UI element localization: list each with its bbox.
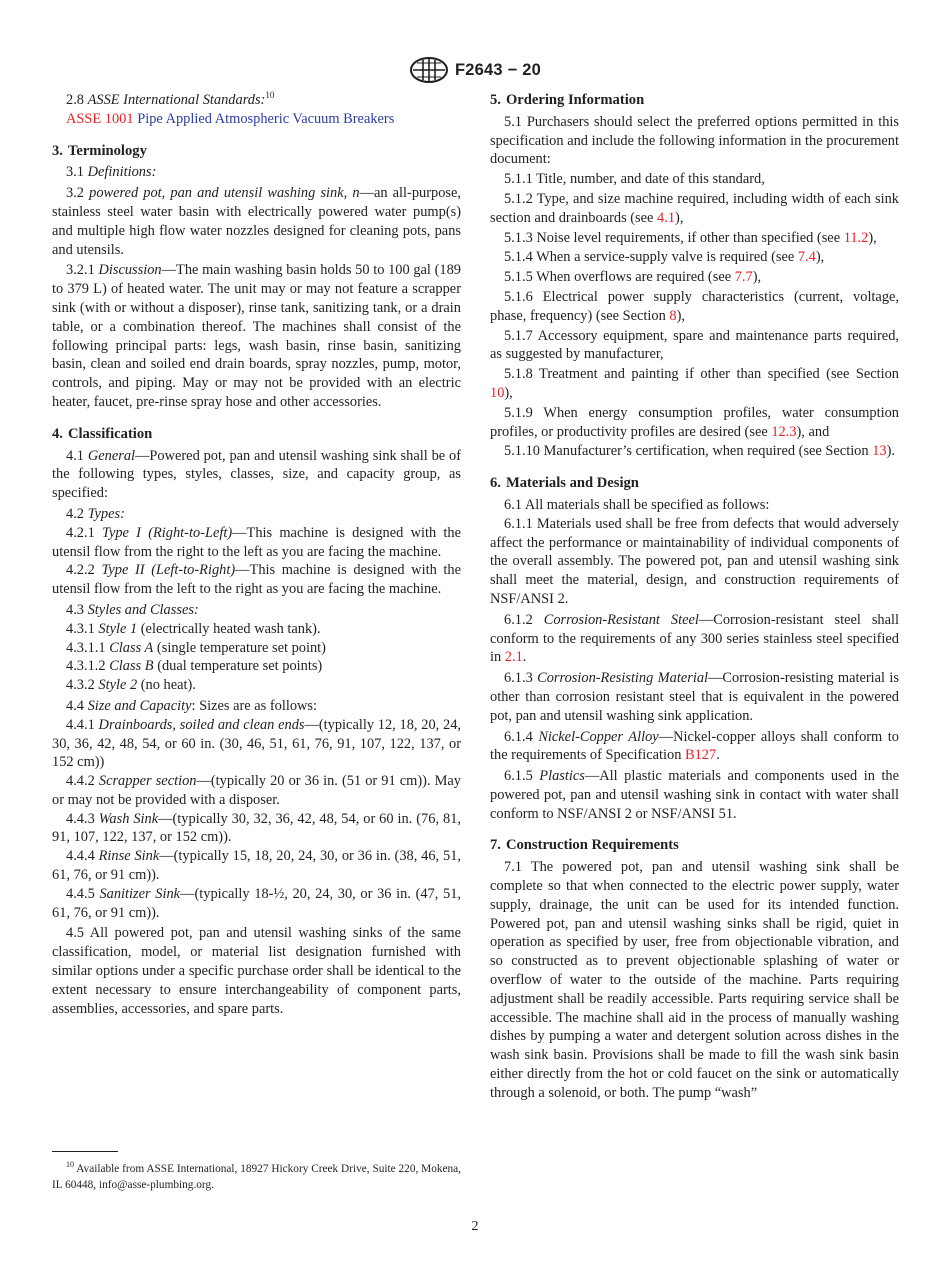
paragraph-5-1: 5.1 Purchasers should select the preferred options permitted in this specification and include the following information in the procurement document: bbox=[490, 113, 899, 168]
standard-designation: F2643 − 20 bbox=[455, 60, 541, 79]
paragraph-4-3-2: 4.3.2 Style 2 (no heat). bbox=[66, 677, 196, 694]
paragraph-7-1: 7.1 The powered pot, pan and utensil washing sink shall be complete so that when connected to the electric power supply, water supply, drainage, the unit can be used for its intended function. Powered pot, pan and utensil washing sinks shall be rigid, quiet in operation as specified by user, free from objectionable vibration, and so constructed as to prevent objectionable splashing of water or overflow of water to the outside of the machine. Parts requiring adjustment shall be readily accessible. Parts requiring service shall be accessible. The machine shall aid in the process of manually washing dishes by pumping a water and detergent solution across dishes in the wash sink basin. Provisions shall be made to fill the wash sink basin either directly from the hot or cold faucet on the sink or automatically through a solenoid, or both. The pump “wash” bbox=[490, 859, 899, 1101]
paragraph-4-3-1-1: 4.3.1.1 Class A (single temperature set point) bbox=[66, 639, 326, 656]
ref-section-13-link[interactable]: 13 bbox=[872, 443, 887, 460]
paragraph-3-2-1: 3.2.1 Discussion—The main washing basin holds 50 to 100 gal (189 to 379 L) of heated water. The unit may or may not feature a scrapper sink (with or without a disposer), rinse tank, sanitizing tank, or a drain table, or a combination thereof. The machines shall consist of the following principal parts: legs, wash basin, rinse basin, sanitizing basin, clean and soiled end drain boards, spray nozzles, pump, motor, controls, and piping. May or may not be provided with an electric heater, faucet, pre-rinse spray hose and other accessories. bbox=[52, 262, 461, 410]
paragraph-5-1-1: 5.1.1 Title, number, and date of this standard, bbox=[504, 171, 765, 188]
paragraph-2-8: 2.8 ASSE International Standards:$^{10}$ bbox=[66, 90, 275, 108]
paragraph-4-4-3: 4.4.3 Wash Sink—(typically 30, 32, 36, 42, 48, 54, or 60 in. (76, 81, 91, 107, 122, 137, or 152 cm)). bbox=[52, 810, 461, 846]
asse-1001-link[interactable]: ASSE 1001 bbox=[66, 110, 134, 127]
paragraph-5-1-5: 5.1.5 When overflows are required (see 7.7), bbox=[504, 269, 762, 286]
paragraph-3-2: 3.2 powered pot, pan and utensil washing sink, n—an all-purpose, stainless steel water basin with electrically powered water pump(s) and multiple high flow water nozzles designed for cleaning pots, pans and utensils. bbox=[52, 185, 461, 258]
paragraph-4-4-5: 4.4.5 Sanitizer Sink—(typically 18-½, 20, 24, 30, or 36 in. (47, 51, 61, 76, or 91 cm)). bbox=[52, 885, 461, 921]
ref-7-7-link[interactable]: 7.7 bbox=[734, 269, 753, 286]
paragraph-6-1-2: 6.1.2 Corrosion-Resistant Steel—Corrosion-resistant steel shall conform to the requirements of any 300 series stainless steel specified in 2.1. bbox=[490, 611, 900, 666]
paragraph-5-1-8: 5.1.8 Treatment and painting if other than specified (see Section 10), bbox=[490, 366, 899, 401]
asse-1001-title-link[interactable]: Pipe Applied Atmospheric Vacuum Breakers bbox=[137, 110, 395, 127]
paragraph-4-2-2: 4.2.2 Type II (Left-to-Right)—This machine is designed with the utensil flow from the left to the right as you are facing the machine. bbox=[52, 562, 461, 598]
footnote-10: $^{10}$ Available from ASSE International, 18927 Hickory Creek Drive, Suite 220, Mokena, IL 60448, info@asse-plumbing.org. bbox=[52, 1160, 461, 1191]
paragraph-4-1: 4.1 General—Powered pot, pan and utensil washing sink shall be of the following types, styles, classes, size, and capacity group, as specified: bbox=[52, 447, 461, 502]
paragraph-4-3: 4.3 Styles and Classes: bbox=[66, 601, 199, 618]
section-7-heading: 7. Construction Requirements bbox=[490, 837, 679, 854]
ref-2-1-link[interactable]: 2.1 bbox=[504, 649, 523, 666]
ref-11-2-link[interactable]: 11.2 bbox=[843, 229, 869, 246]
section-6-heading: 6. Materials and Design bbox=[490, 475, 639, 492]
ref-4-1-link[interactable]: 4.1 bbox=[657, 209, 676, 226]
paragraph-5-1-3: 5.1.3 Noise level requirements, if other than specified (see 11.2), bbox=[504, 229, 877, 246]
paragraph-5-1-4: 5.1.4 When a service-supply valve is required (see 7.4), bbox=[504, 249, 825, 266]
paragraph-4-4-2: 4.4.2 Scrapper section—(typically 20 or 36 in. (51 or 91 cm)). May or may not be provided with a disposer. bbox=[52, 773, 461, 808]
paragraph-5-1-9: 5.1.9 When energy consumption profiles, water consumption profiles, or productivity profiles are desired (see 12.3), and bbox=[490, 404, 899, 440]
paragraph-4-4-1: 4.4.1 Drainboards, soiled and clean ends—(typically 12, 18, 20, 24, 30, 36, 42, 48, 54, or 60 in. (30, 46, 51, 61, 76, 91, 107, 122, 137, or 152 cm)) bbox=[52, 716, 461, 771]
paragraph-4-3-1-2: 4.3.1.2 Class B (dual temperature set points) bbox=[66, 658, 323, 675]
paragraph-4-4: 4.4 Size and Capacity: Sizes are as follows: bbox=[66, 697, 318, 714]
ref-section-10-link[interactable]: 10 bbox=[490, 384, 505, 401]
paragraph-6-1-3: 6.1.3 Corrosion-Resisting Material—Corrosion-resisting material is other than corrosion resistant steel that is equivalent in the powered pot, pan and utensil washing sink application. bbox=[490, 670, 899, 724]
ref-b127-link[interactable]: B127 bbox=[685, 747, 717, 764]
paragraph-5-1-2: 5.1.2 Type, and size machine required, including width of each sink section and drainboards (see 4.1), bbox=[490, 190, 899, 226]
right-column bbox=[490, 91, 899, 1103]
footnote-divider bbox=[52, 1151, 118, 1152]
page-header bbox=[0, 57, 950, 83]
paragraph-4-5: 4.5 All powered pot, pan and utensil washing sinks of the same classification, model, or material list designation furnished with similar options under a specific purchase order shall be identical to the extent necessary to ensure interchangeability of component parts, assemblies, accessories, and spare parts. bbox=[52, 925, 461, 1017]
asse-1001-reference bbox=[52, 110, 461, 129]
ref-7-4-link[interactable]: 7.4 bbox=[797, 249, 816, 266]
paragraph-3-1: 3.1 Definitions: bbox=[66, 164, 157, 181]
paragraph-6-1: 6.1 All materials shall be specified as follows: bbox=[504, 496, 770, 513]
section-4-heading: 4. Classification bbox=[52, 425, 153, 442]
paragraph-6-1-4: 6.1.4 Nickel-Copper Alloy—Nickel-copper alloys shall conform to the requirements of Specification B127. bbox=[490, 728, 899, 764]
paragraph-6-1-1: 6.1.1 Materials used shall be free from defects that would adversely affect the performance or maintainability of individual components of the overall assembly. The powered pot, pan and utensil washing sink shall meet the material, design, and construction requirements of NSF/ANSI 2. bbox=[490, 515, 899, 607]
ref-12-3-link[interactable]: 12.3 bbox=[771, 423, 797, 440]
paragraph-4-2-1: 4.2.1 Type I (Right-to-Left)—This machine is designed with the utensil flow from the right to the left as you are facing the machine. bbox=[52, 524, 461, 560]
paragraph-4-3-1: 4.3.1 Style 1 (electrically heated wash tank). bbox=[66, 620, 321, 637]
left-column bbox=[52, 91, 461, 1018]
section-5-heading: 5. Ordering Information bbox=[490, 92, 645, 108]
section-3-heading: 3. Terminology bbox=[52, 142, 147, 159]
paragraph-4-2: 4.2 Types: bbox=[66, 505, 125, 522]
paragraph-5-1-10: 5.1.10 Manufacturer’s certification, when required (see Section 13). bbox=[504, 443, 895, 460]
paragraph-6-1-5: 6.1.5 Plastics—All plastic materials and components used in the powered pot, pan and utensil washing sink in contact with water shall conform to NSF/ANSI 2 or NSF/ANSI 51. bbox=[490, 768, 899, 822]
paragraph-5-1-7: 5.1.7 Accessory equipment, spare and maintenance parts required, as suggested by manufacturer, bbox=[490, 327, 899, 363]
astm-logo-icon bbox=[409, 57, 449, 83]
page-number: 2 bbox=[471, 1219, 479, 1234]
paragraph-5-1-6: 5.1.6 Electrical power supply characteristics (current, voltage, phase, frequency) (see Section 8), bbox=[490, 288, 900, 324]
ref-section-8-link[interactable]: 8 bbox=[669, 307, 677, 324]
paragraph-4-4-4: 4.4.4 Rinse Sink—(typically 15, 18, 20, 24, 30, or 36 in. (38, 46, 51, 61, 76, or 91 cm)). bbox=[52, 848, 461, 884]
